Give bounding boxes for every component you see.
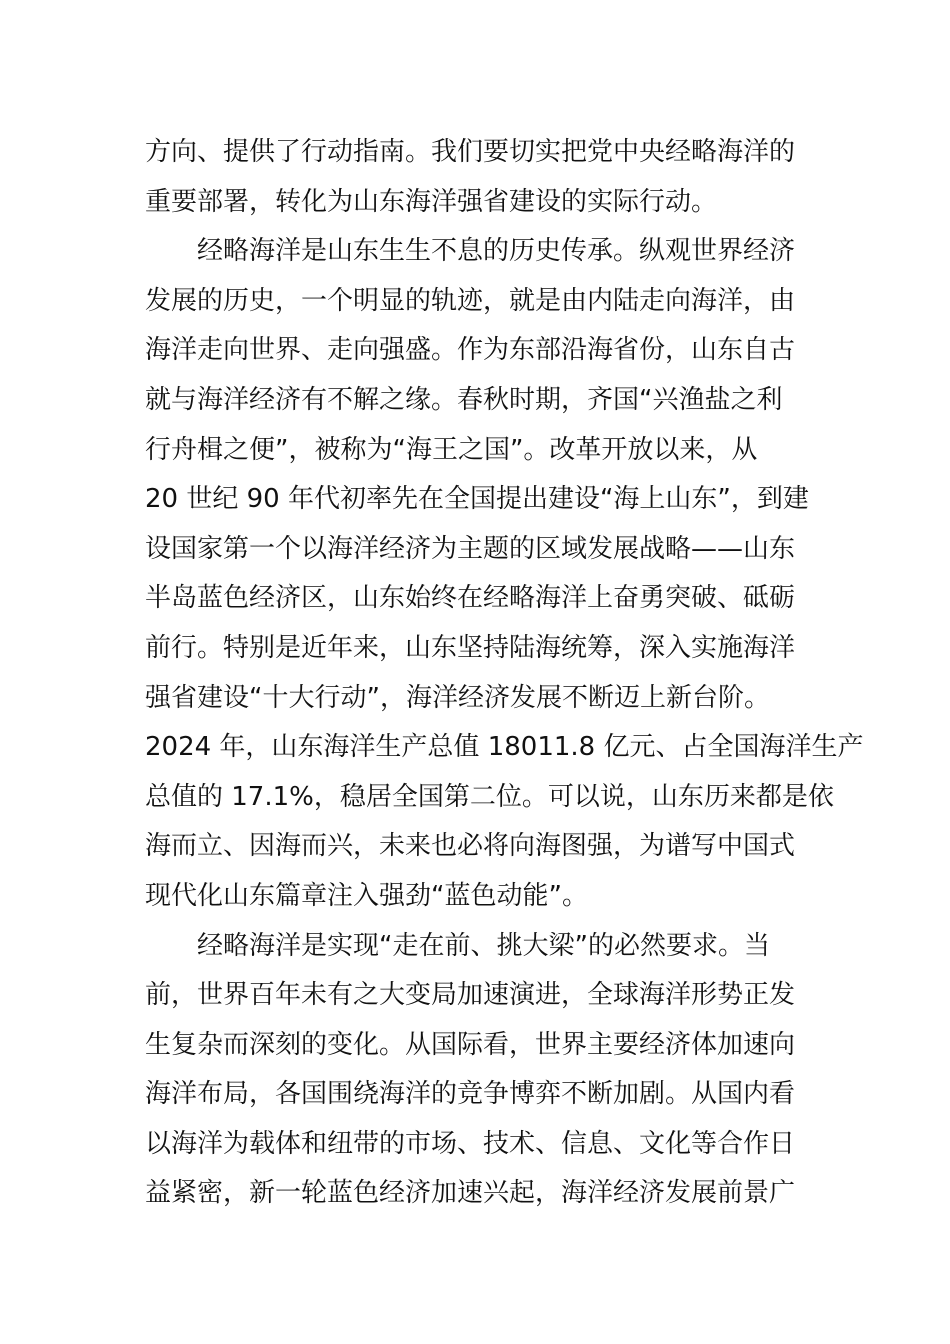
- text-line: 前，世界百年未有之大变局加速演进，全球海洋形势正发: [145, 980, 796, 1011]
- text-line: 20 世纪 90 年代初率先在全国提出建设“海上山东”，到建: [145, 484, 809, 515]
- text-line: 以海洋为载体和纽带的市场、技术、信息、文化等合作日: [145, 1128, 796, 1159]
- text-line: 海洋布局，各国围绕海洋的竞争博弈不断加剧。从国内看: [145, 1079, 796, 1110]
- text-line: 2024 年，山东海洋生产总值 18011.8 亿元、占全国海洋生产: [145, 732, 864, 763]
- text-line: 海而立、因海而兴，未来也必将向海图强，为谱写中国式: [145, 831, 796, 862]
- text-line: 方向、提供了行动指南。我们要切实把党中央经略海洋的: [145, 137, 796, 167]
- text-line: 行舟楫之便”，被称为“海王之国”。改革开放以来，从: [145, 434, 758, 465]
- text-line: 设国家第一个以海洋经济为主题的区域发展战略——山东: [145, 533, 796, 564]
- text-line: 生复杂而深刻的变化。从国际看，世界主要经济体加速向: [145, 1029, 796, 1060]
- text-line: 前行。特别是近年来，山东坚持陆海统筹，深入实施海洋: [145, 632, 796, 663]
- text-line: 海洋走向世界、走向强盛。作为东部沿海省份，山东自古: [145, 335, 796, 366]
- text-line: 总值的 17.1%，稳居全国第二位。可以说，山东历来都是依: [145, 781, 834, 812]
- text-line: 发展的历史，一个明显的轨迹，就是由内陆走向海洋，由: [145, 285, 796, 316]
- paragraph-first-line: 经略海洋是实现“走在前、挑大梁”的必然要求。当: [197, 930, 770, 961]
- text-line: 重要部署，转化为山东海洋强省建设的实际行动。: [145, 186, 718, 217]
- text-line: 半岛蓝色经济区，山东始终在经略海洋上奋勇突破、砥砺: [145, 583, 796, 614]
- paragraph-first-line: 经略海洋是山东生生不息的历史传承。纵观世界经济: [197, 236, 796, 267]
- text-line: 现代化山东篇章注入强劲“蓝色动能”。: [145, 880, 588, 911]
- text-line: 强省建设“十大行动”，海洋经济发展不断迈上新台阶。: [145, 682, 770, 713]
- text-line: 就与海洋经济有不解之缘。春秋时期，齐国“兴渔盐之利: [145, 384, 783, 415]
- body-text: [145, 128, 864, 1219]
- text-line: 益紧密，新一轮蓝色经济加速兴起，海洋经济发展前景广: [145, 1178, 796, 1209]
